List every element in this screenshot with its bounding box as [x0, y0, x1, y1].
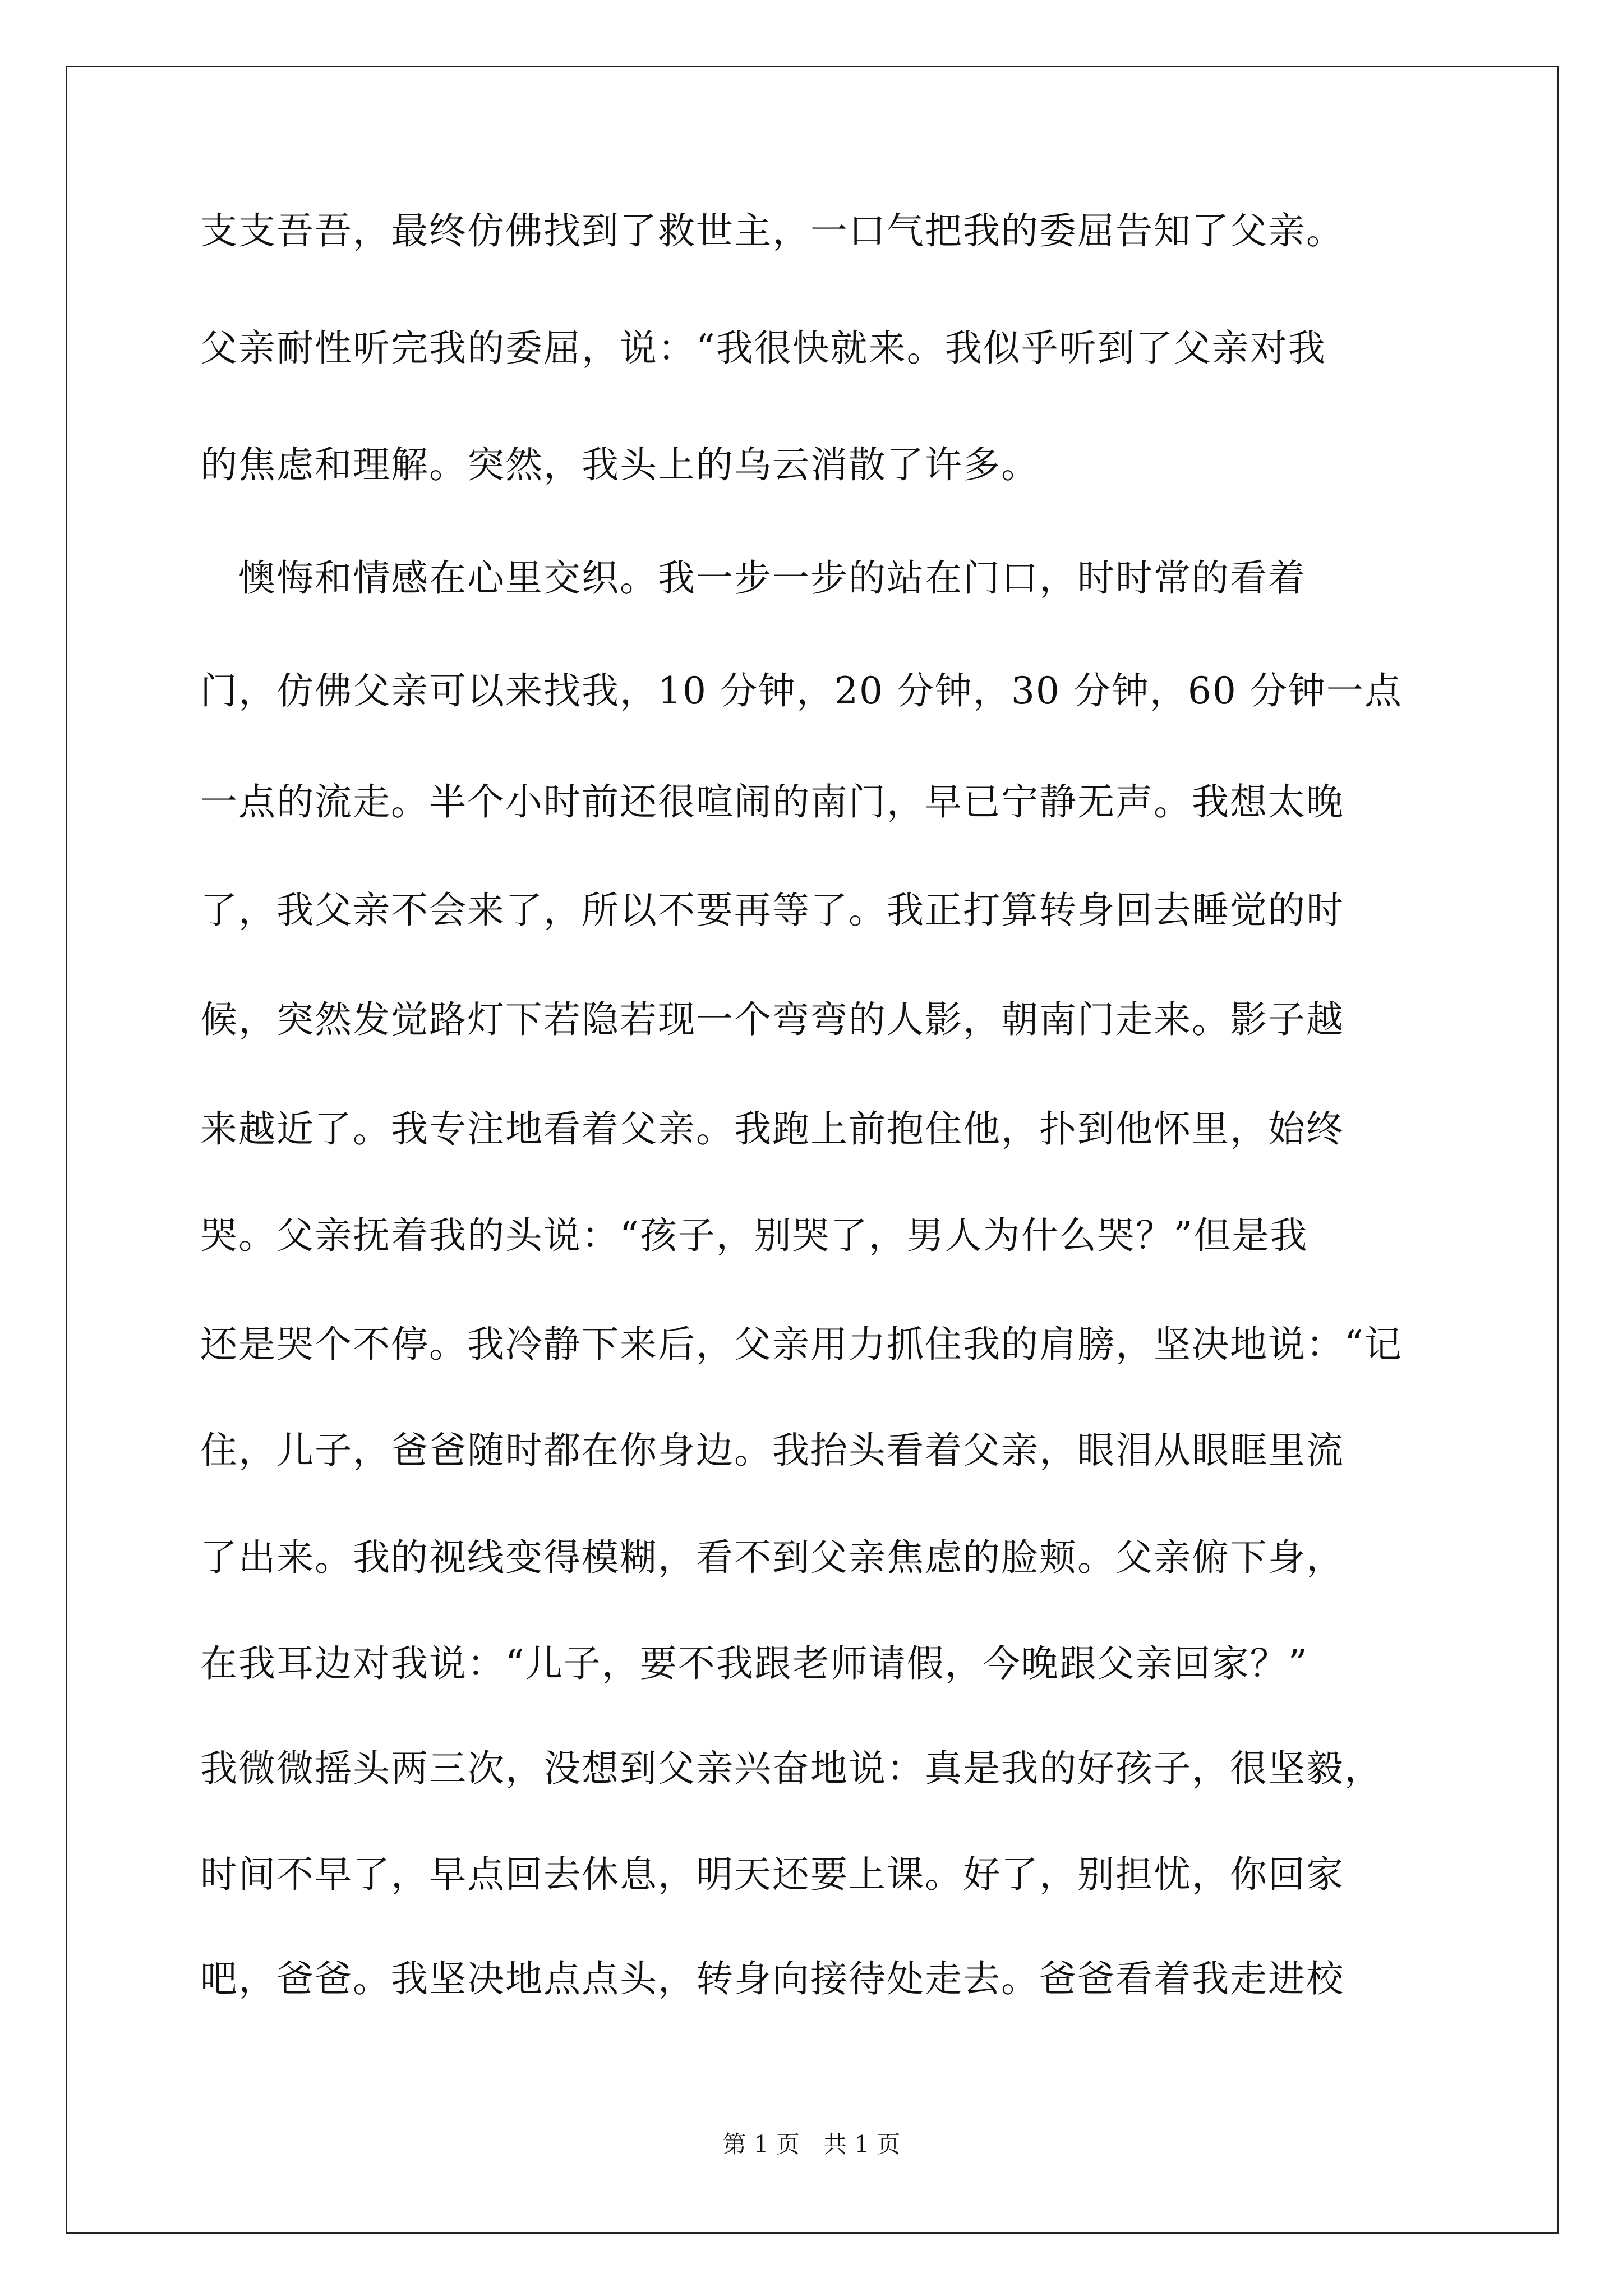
text-line: 了出来。我的视线变得模糊，看不到父亲焦虑的脸颊。父亲俯下身， — [200, 1536, 1344, 1579]
text-line: 还是哭个不停。我冷静下来后，父亲用力抓住我的肩膀，坚决地说：“记 — [200, 1323, 1403, 1366]
text-line: 我微微摇头两三次，没想到父亲兴奋地说：真是我的好孩子，很坚毅， — [200, 1747, 1382, 1790]
text-line: 在我耳边对我说：“儿子，要不我跟老师请假，今晚跟父亲回家？” — [200, 1642, 1308, 1685]
text-line: 住，儿子，爸爸随时都在你身边。我抬头看着父亲，眼泪从眼眶里流 — [200, 1429, 1344, 1472]
text-line: 吧，爸爸。我坚决地点点头，转身向接待处走去。爸爸看着我走进校 — [200, 1957, 1344, 2000]
text-line: 了，我父亲不会来了，所以不要再等了。我正打算转身回去睡觉的时 — [200, 889, 1344, 932]
text-line: 门，仿佛父亲可以来找我，10 分钟，20 分钟，30 分钟，60 分钟一点 — [200, 669, 1403, 712]
page-number: 第 1 页 共 1 页 — [722, 2131, 901, 2158]
text-line: 哭。父亲抚着我的头说：“孩子，别哭了，男人为什么哭？”但是我 — [200, 1214, 1308, 1257]
text-line: 的焦虑和理解。突然，我头上的乌云消散了许多。 — [200, 443, 1039, 486]
text-line: 支支吾吾，最终仿佛找到了救世主，一口气把我的委屈告知了父亲。 — [200, 209, 1344, 252]
text-line: 时间不早了，早点回去休息，明天还要上课。好了，别担忧，你回家 — [200, 1853, 1344, 1896]
text-line: 懊悔和情感在心里交织。我一步一步的站在门口，时时常的看着 — [200, 556, 1306, 600]
text-line: 父亲耐性听完我的委屈，说：“我很快就来。我似乎听到了父亲对我 — [200, 326, 1326, 370]
text-line: 候，突然发觉路灯下若隐若现一个弯弯的人影，朝南门走来。影子越 — [200, 998, 1344, 1041]
text-line: 一点的流走。半个小时前还很喧闹的南门，早已宁静无声。我想太晚 — [200, 780, 1344, 823]
text-line: 来越近了。我专注地看着父亲。我跑上前抱住他，扑到他怀里，始终 — [200, 1107, 1344, 1151]
